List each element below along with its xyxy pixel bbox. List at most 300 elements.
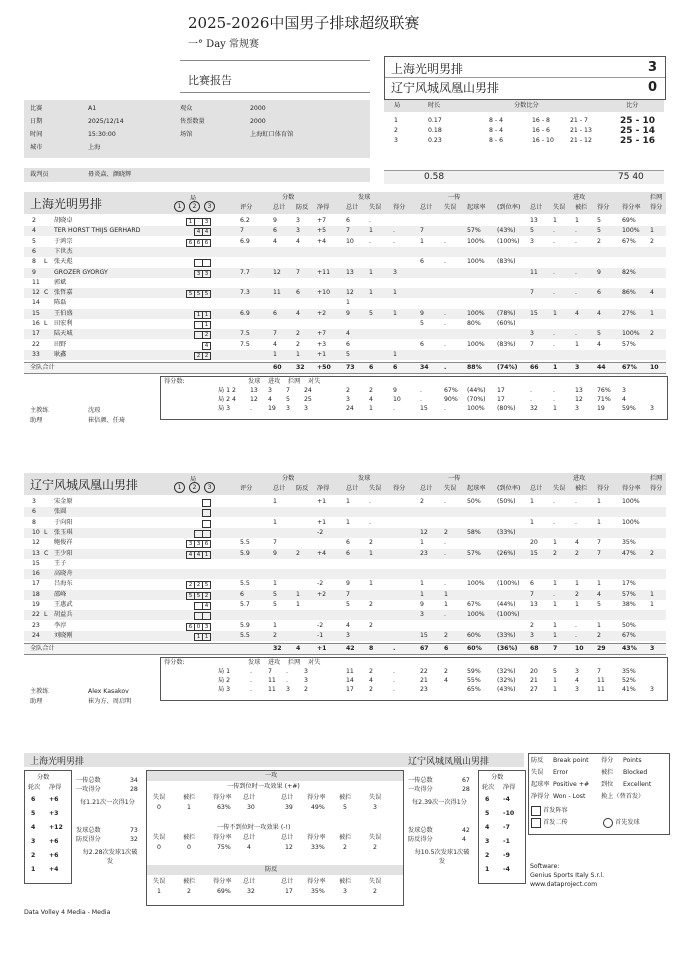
set-score-cell: 局 2 bbox=[218, 396, 231, 404]
set-cell: 8 - 4 bbox=[489, 127, 504, 134]
stat-cell: . bbox=[444, 340, 446, 348]
player-name: 高晓舟 bbox=[54, 570, 73, 578]
set-score-cell: 27 bbox=[530, 686, 538, 694]
rotation-net: +6 bbox=[49, 796, 59, 803]
stat-cell: 4 bbox=[273, 340, 277, 348]
stat-cell: 4 bbox=[597, 590, 601, 598]
stat-cell: . bbox=[575, 237, 577, 245]
total-cell: 44 bbox=[597, 364, 606, 372]
stat-cell: 1 bbox=[597, 580, 601, 588]
table-row bbox=[24, 226, 666, 236]
set-score-cell: 11 bbox=[597, 686, 605, 694]
stat-cell: 6 bbox=[346, 340, 350, 348]
stat-cell: 86% bbox=[622, 289, 636, 297]
stat-cell: -2 bbox=[317, 580, 324, 588]
legend-desc: Excellent bbox=[623, 781, 652, 788]
player-name: 陈磊 bbox=[54, 299, 67, 307]
mid-col: 得分率 bbox=[307, 794, 326, 801]
stat-cell: . bbox=[444, 258, 446, 266]
total-row bbox=[24, 362, 666, 374]
stat-cell: . bbox=[444, 580, 446, 588]
stat-cell: 58% bbox=[467, 528, 481, 536]
player-name: 张圆 bbox=[54, 508, 67, 516]
col-sub: 失误 bbox=[444, 485, 457, 492]
stat-cell: 5 bbox=[369, 309, 373, 317]
mid-title: 一攻 bbox=[265, 772, 278, 779]
stat-text: 发球总数 bbox=[76, 827, 101, 834]
stat-cell: 1 bbox=[273, 518, 277, 526]
stat-cell: 7 bbox=[273, 539, 277, 547]
total-row bbox=[24, 643, 666, 655]
stat-text: 32 bbox=[130, 836, 138, 843]
stat-cell: 4 bbox=[296, 309, 300, 317]
stat-cell: . bbox=[369, 237, 371, 245]
stat-cell: 4 bbox=[575, 539, 579, 547]
rot-head: 分数 bbox=[491, 774, 504, 781]
score-sub: 发球 bbox=[248, 659, 261, 667]
stat-text: 42 bbox=[462, 827, 470, 834]
rot-sub: 轮次 bbox=[28, 784, 41, 791]
stat-cell: 27% bbox=[622, 309, 636, 317]
set-score-cell: 19 bbox=[597, 405, 605, 413]
set-cell: 21 - 13 bbox=[570, 127, 592, 134]
player-name: 张玉琪 bbox=[54, 528, 73, 536]
stat-cell: 11 bbox=[530, 268, 538, 276]
col-sub: 失误 bbox=[553, 485, 566, 492]
stat-cell: 3 bbox=[346, 631, 350, 639]
stat-text: 防反得分 bbox=[408, 836, 433, 843]
assistant-names: 崔为方、周启明 bbox=[88, 698, 132, 706]
set-score-cell: 3 bbox=[650, 686, 654, 694]
set-cell: 21 - 7 bbox=[570, 117, 588, 124]
stat-cell: 1 bbox=[420, 590, 424, 598]
mid-col: 失误 bbox=[369, 794, 382, 801]
mid-val: 2 bbox=[187, 888, 191, 895]
set-score-cell: . bbox=[286, 668, 288, 676]
player-name: 王少阳 bbox=[54, 549, 73, 557]
player-number: 11 bbox=[32, 278, 40, 286]
set-score-cell: (32%) bbox=[497, 677, 516, 685]
table-row bbox=[24, 237, 666, 247]
stat-cell: . bbox=[393, 227, 395, 235]
set-score-cell: 2 bbox=[304, 686, 308, 694]
set-score-cell: 14 bbox=[346, 677, 354, 685]
player-number: 8 bbox=[32, 258, 36, 266]
col-group: 发球 bbox=[358, 194, 371, 201]
total-cell: 4 bbox=[296, 645, 301, 653]
col-group: 一传 bbox=[448, 475, 461, 482]
set-score-cell: (44%) bbox=[467, 387, 486, 395]
set-score-cell: 2 bbox=[444, 668, 448, 676]
col-sub: 净得 bbox=[317, 204, 330, 211]
mid-val: 35% bbox=[311, 888, 325, 895]
info-label: 售票数量 bbox=[180, 118, 205, 125]
mid-val: 39 bbox=[285, 804, 293, 811]
set-score-cell: 局 3 bbox=[218, 686, 231, 694]
total-cell: 8 bbox=[369, 645, 374, 653]
set-score-cell: 5 bbox=[286, 396, 290, 404]
stat-cell: 6 bbox=[530, 580, 534, 588]
assistant-names: 崔倍颜、任琦 bbox=[88, 417, 126, 425]
info-label: 城市 bbox=[30, 144, 43, 151]
stat-cell: (33%) bbox=[497, 528, 516, 536]
mid-val: 49% bbox=[311, 804, 325, 811]
stat-cell: +7 bbox=[317, 330, 327, 338]
rotation-number: 1 bbox=[485, 866, 490, 873]
col-sub: 得分 bbox=[393, 204, 406, 211]
mid-val: 17 bbox=[285, 888, 293, 895]
stat-cell: 4 bbox=[273, 237, 277, 245]
stat-cell: 100% bbox=[467, 237, 485, 245]
stat-cell: . bbox=[575, 330, 577, 338]
info-label: 日期 bbox=[30, 118, 43, 125]
stat-cell: 2 bbox=[369, 539, 373, 547]
stat-cell: 6.9 bbox=[240, 237, 250, 245]
table-row bbox=[24, 559, 666, 569]
player-name: 刘晓刚 bbox=[54, 631, 73, 639]
player-number: 18 bbox=[32, 590, 40, 598]
legend-square bbox=[531, 806, 541, 816]
player-number: 6 bbox=[32, 508, 36, 516]
col-sub: 防反 bbox=[296, 204, 309, 211]
info-value: 2025/12/14 bbox=[88, 118, 124, 125]
table-row bbox=[24, 298, 666, 308]
score-sub: 进攻 bbox=[268, 659, 281, 667]
stat-cell: . bbox=[444, 320, 446, 327]
stat-cell: 5.5 bbox=[240, 539, 250, 547]
stat-cell: 100% bbox=[622, 518, 640, 526]
stat-cell: +4 bbox=[317, 549, 327, 557]
set-score-cell: 4 bbox=[232, 396, 236, 404]
set-score-cell: 1 bbox=[369, 405, 373, 413]
set-score-cell: 52% bbox=[622, 677, 636, 685]
stat-cell: 4 bbox=[597, 309, 601, 317]
score-sub: 对失 bbox=[308, 659, 321, 667]
set-score-cell: . bbox=[250, 686, 252, 694]
stat-cell: 1 bbox=[530, 498, 534, 505]
mid-col: 失误 bbox=[153, 834, 166, 841]
stat-cell: 6 bbox=[346, 217, 350, 224]
stat-cell: 5 bbox=[597, 601, 601, 608]
player-number: 16 bbox=[32, 570, 40, 578]
col-sub: 评分 bbox=[240, 204, 253, 211]
rotation-number: 4 bbox=[485, 824, 490, 831]
sets-col: 比分 bbox=[626, 102, 639, 109]
stat-text: 每2.28次发球1次破发 bbox=[82, 849, 138, 865]
mid-val: 3 bbox=[343, 888, 347, 895]
set-score-cell: 4 bbox=[369, 677, 373, 685]
stat-cell: 2 bbox=[597, 631, 601, 639]
stat-cell: 9 bbox=[346, 580, 350, 588]
set-score-cell: . bbox=[393, 668, 395, 676]
stat-cell: (60%) bbox=[497, 320, 516, 327]
set-score: 25 - 14 bbox=[620, 126, 656, 136]
legend-key: 失误 bbox=[531, 769, 544, 776]
set-score-cell: 3 bbox=[286, 405, 290, 413]
mid-val: 33% bbox=[311, 844, 325, 851]
set-score-cell: 2 bbox=[346, 387, 350, 395]
legend-key: 换上（替首发） bbox=[601, 793, 645, 800]
set-score-cell: 7 bbox=[597, 668, 601, 676]
stat-cell: 1 bbox=[346, 299, 350, 307]
col-sub: 失误 bbox=[553, 204, 566, 211]
mid-col: 总计 bbox=[243, 834, 256, 841]
table-row bbox=[24, 340, 666, 350]
set-score-cell: 59% bbox=[467, 668, 481, 676]
stat-text: 28 bbox=[462, 786, 470, 793]
set-score-cell: 3 bbox=[622, 387, 626, 395]
set-score-cell: . bbox=[553, 396, 555, 404]
stat-cell: 17% bbox=[622, 580, 636, 588]
set-score-cell: 19 bbox=[268, 405, 276, 413]
set-score-cell: 3 bbox=[575, 668, 579, 676]
col-sub: 总计 bbox=[420, 485, 433, 492]
stat-cell: 6 bbox=[346, 549, 350, 557]
stat-cell: 1 bbox=[650, 590, 654, 598]
stat-cell: (43%) bbox=[497, 227, 516, 235]
rotation-number: 3 bbox=[31, 838, 36, 845]
stat-cell: . bbox=[575, 631, 577, 639]
coach-label: 主教练 bbox=[30, 688, 49, 696]
stat-cell: 7.3 bbox=[240, 289, 250, 297]
total-cell: (36%) bbox=[497, 645, 518, 653]
sets-col: 局 bbox=[394, 102, 401, 109]
stat-cell: 50% bbox=[622, 621, 636, 629]
set-score-cell: 3 bbox=[304, 677, 308, 685]
player-name: 耿鑫 bbox=[54, 350, 67, 358]
set-head: 局 bbox=[190, 195, 197, 202]
set-breakdown bbox=[160, 657, 668, 701]
total-label: 全队合计 bbox=[30, 364, 55, 372]
stat-cell: 7 bbox=[273, 330, 277, 338]
set-score-cell: 局 1 bbox=[218, 668, 231, 676]
set-score-cell: 7 bbox=[268, 668, 272, 676]
team-b-table bbox=[0, 473, 690, 741]
col-sub: 起球率 bbox=[467, 485, 486, 492]
rot-sub: 轮次 bbox=[482, 784, 495, 791]
stat-cell: 6 bbox=[240, 590, 244, 598]
player-name: 王子 bbox=[54, 559, 67, 567]
stat-cell: +5 bbox=[317, 227, 327, 235]
stat-cell: . bbox=[575, 621, 577, 629]
legend-desc: Blocked bbox=[623, 769, 648, 776]
stat-cell: 57% bbox=[467, 227, 481, 235]
set-cell: 0.17 bbox=[428, 117, 442, 124]
stat-cell: 7 bbox=[530, 340, 534, 348]
player-name: 宋金原 bbox=[54, 498, 73, 505]
stat-cell: . bbox=[553, 330, 555, 338]
stat-cell: . bbox=[575, 498, 577, 505]
stat-cell: +3 bbox=[317, 340, 327, 348]
table-row bbox=[24, 247, 666, 257]
stat-cell: 1 bbox=[273, 621, 277, 629]
player-number: 12 bbox=[32, 539, 40, 547]
stat-cell: 57% bbox=[467, 549, 481, 557]
stat-cell: (100%) bbox=[497, 611, 520, 619]
stat-cell: 1 bbox=[553, 309, 557, 317]
col-sub: 总计 bbox=[346, 485, 359, 492]
stat-cell: 100% bbox=[467, 580, 485, 588]
stat-cell: 12 bbox=[273, 268, 281, 276]
col-group: 分数 bbox=[282, 194, 295, 201]
stat-cell: 15 bbox=[420, 631, 428, 639]
info-value: 2000 bbox=[250, 105, 266, 112]
player-name: 吕海东 bbox=[54, 580, 73, 588]
stat-cell: 1 bbox=[393, 350, 397, 358]
stat-cell: (100%) bbox=[497, 580, 520, 588]
player-number: 33 bbox=[32, 350, 40, 358]
mid-col: 失误 bbox=[153, 878, 166, 885]
legend-item: 首发二传 bbox=[543, 819, 568, 826]
total-cell: 32 bbox=[273, 645, 282, 653]
stat-cell: 10 bbox=[346, 237, 354, 245]
stat-cell: 5 bbox=[420, 320, 424, 327]
stat-text: 34 bbox=[130, 777, 138, 784]
set-score-cell: 13 bbox=[575, 387, 583, 395]
stat-cell: . bbox=[553, 498, 555, 505]
col-sub: 防反 bbox=[296, 485, 309, 492]
mid-val: 0 bbox=[157, 844, 161, 851]
info-value: A1 bbox=[88, 105, 97, 112]
col-sub: (到位率) bbox=[497, 485, 521, 492]
player-number: 2 bbox=[32, 217, 36, 224]
stat-cell: 9 bbox=[273, 217, 277, 224]
stat-cell: 3 bbox=[530, 330, 534, 338]
mid-col: 失误 bbox=[369, 834, 382, 841]
stat-cell: 6 bbox=[597, 289, 601, 297]
info-value: 上海虹口体育馆 bbox=[250, 131, 294, 138]
stat-cell: 2 bbox=[296, 330, 300, 338]
starting-position: 5 5 2 bbox=[186, 592, 211, 600]
stat-cell: (100%) bbox=[497, 237, 520, 245]
stat-cell: +1 bbox=[317, 518, 327, 526]
stat-cell: 1 bbox=[553, 631, 557, 639]
rotation-number: 6 bbox=[485, 796, 490, 803]
stat-cell: 2 bbox=[597, 237, 601, 245]
player-name: 邵峰 bbox=[54, 590, 67, 598]
set-breakdown bbox=[160, 376, 668, 420]
starting-position bbox=[202, 509, 211, 517]
stat-cell: 7 bbox=[597, 539, 601, 547]
stat-cell: 1 bbox=[575, 217, 579, 224]
legend-key: 到位 bbox=[601, 781, 614, 788]
set-score-cell: . bbox=[250, 677, 252, 685]
set-score-cell: . bbox=[420, 387, 422, 395]
stat-cell: 2 bbox=[530, 621, 534, 629]
stat-cell: . bbox=[444, 549, 446, 557]
col-sub: 失误 bbox=[369, 485, 382, 492]
player-number: 3 bbox=[32, 498, 36, 505]
starting-position bbox=[194, 530, 211, 538]
set-score-cell: 5 bbox=[553, 668, 557, 676]
stat-cell: 69% bbox=[622, 217, 636, 224]
col-sub: 得分 bbox=[650, 485, 663, 492]
player-number: 16 bbox=[32, 320, 40, 327]
mid-val: 0 bbox=[187, 844, 191, 851]
stat-cell: 5 bbox=[346, 601, 350, 608]
player-number: 9 bbox=[32, 268, 36, 276]
stat-cell: 67% bbox=[622, 631, 636, 639]
col-sub: 总计 bbox=[420, 204, 433, 211]
set-score-cell: 4 bbox=[268, 396, 272, 404]
stat-cell: 1 bbox=[650, 309, 654, 317]
stat-cell: . bbox=[575, 227, 577, 235]
mid-col: 得分率 bbox=[307, 834, 326, 841]
set-score-cell: 65% bbox=[467, 686, 481, 694]
starting-position bbox=[202, 499, 211, 507]
mid-col: 总计 bbox=[281, 794, 294, 801]
stat-cell: . bbox=[553, 518, 555, 526]
stat-cell: 1 bbox=[553, 217, 557, 224]
stat-cell: 80% bbox=[467, 320, 481, 327]
sets-col: 分数比分 bbox=[514, 102, 539, 109]
stat-cell: 1 bbox=[369, 549, 373, 557]
bottom-team-a: 上海光明男排 bbox=[30, 757, 85, 767]
stat-cell: 12 bbox=[346, 289, 354, 297]
player-number: 8 bbox=[32, 518, 36, 526]
score-sub: 拦网 bbox=[288, 659, 301, 667]
player-number: 13 bbox=[32, 549, 40, 557]
away-team-name: 辽宁风城凤凰山男排 bbox=[391, 81, 500, 95]
player-number: 4 bbox=[32, 227, 36, 235]
col-group: 进攻 bbox=[573, 194, 586, 201]
set-score-cell: 2 bbox=[369, 387, 373, 395]
total-cell: 42 bbox=[346, 645, 355, 653]
stat-cell: (83%) bbox=[497, 340, 516, 348]
table-row bbox=[24, 579, 666, 589]
set-score-cell: 局 2 bbox=[218, 677, 231, 685]
player-number: 17 bbox=[32, 330, 40, 338]
rotation-net: -1 bbox=[503, 838, 510, 845]
stat-cell: 35% bbox=[622, 539, 636, 547]
starting-position: 4 bbox=[194, 602, 211, 610]
total-cell: 3 bbox=[575, 364, 580, 372]
referee-names: 毋炎焱、颜晓辉 bbox=[88, 171, 132, 178]
stat-cell: 1 bbox=[553, 580, 557, 588]
stat-cell: 1 bbox=[420, 539, 424, 547]
mid-val: 75% bbox=[217, 844, 231, 851]
player-number: 12 bbox=[32, 289, 40, 297]
stat-cell: -2 bbox=[317, 621, 324, 629]
total-cell: 67 bbox=[420, 645, 429, 653]
total-cell: 34 bbox=[420, 364, 429, 372]
mid-col: 被拦 bbox=[183, 794, 196, 801]
set-score-cell: 10 bbox=[393, 396, 401, 404]
stat-cell: . bbox=[575, 289, 577, 297]
stat-cell: 4 bbox=[296, 237, 300, 245]
info-label: 比赛 bbox=[30, 105, 43, 112]
match-info bbox=[24, 100, 370, 158]
coach-name: Alex Kasakov bbox=[88, 688, 129, 696]
player-name: 陆天城 bbox=[54, 330, 73, 338]
stat-cell: 7 bbox=[530, 590, 534, 598]
stat-cell: 7 bbox=[346, 590, 350, 598]
table-row bbox=[24, 621, 666, 631]
mid-val: 12 bbox=[285, 844, 293, 851]
mid-val: 30 bbox=[247, 804, 255, 811]
mid-val: 69% bbox=[217, 888, 231, 895]
set-score-cell: (70%) bbox=[467, 396, 486, 404]
stat-cell: 13 bbox=[346, 268, 354, 276]
team-a-table bbox=[0, 192, 690, 460]
info-label: 时间 bbox=[30, 131, 43, 138]
legend-desc: Break point bbox=[553, 757, 589, 764]
total-cell: 3 bbox=[650, 645, 655, 653]
mid-col: 被拦 bbox=[339, 794, 352, 801]
stat-text: 67 bbox=[462, 777, 470, 784]
stat-cell: 2 bbox=[420, 498, 424, 505]
set-score-cell: 17 bbox=[346, 686, 354, 694]
